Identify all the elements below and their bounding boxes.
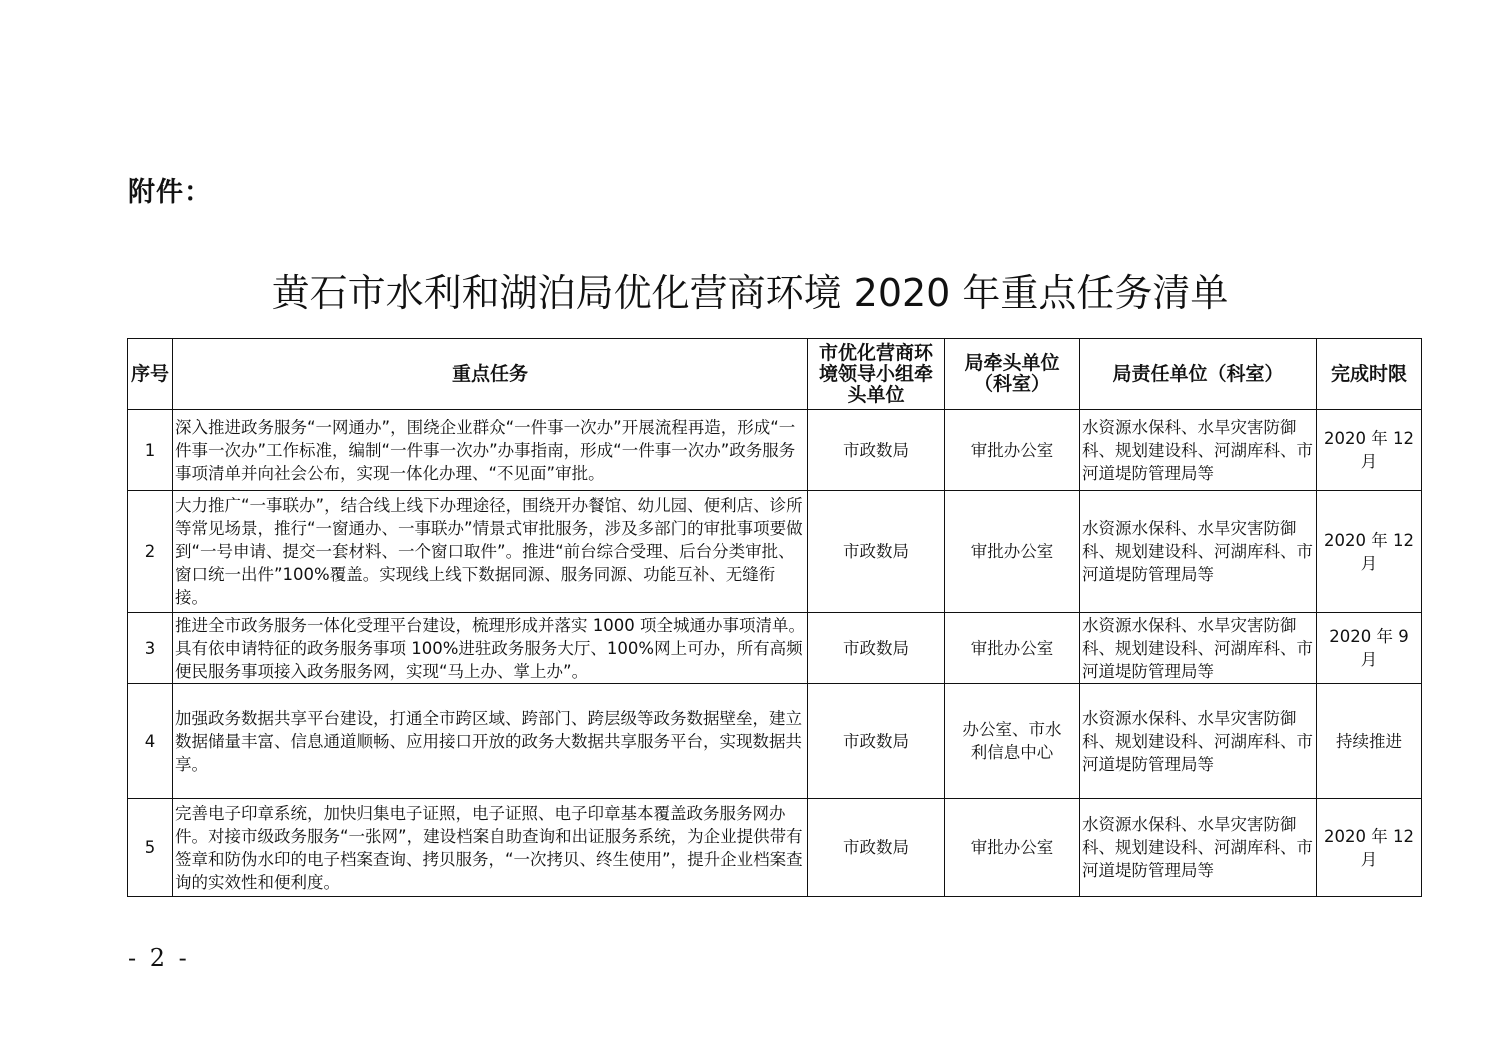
row-responsible: 水资源水保科、水旱灾害防御科、规划建设科、河湖库科、市河道堤防管理局等: [1080, 613, 1317, 684]
row-lead-group: 市政数局: [808, 684, 945, 799]
table-row: [128, 613, 1422, 684]
header-responsible: 局责任单位（科室）: [1080, 339, 1317, 410]
header-task: 重点任务: [173, 339, 808, 410]
row-task: 加强政务数据共享平台建设，打通全市跨区域、跨部门、跨层级等政务数据壁垒，建立数据储量丰富、信息通道顺畅、应用接口开放的政务大数据共享服务平台，实现数据共享。: [173, 684, 808, 799]
row-index: 4: [128, 684, 173, 799]
header-lead-unit: 局牵头单位（科室）: [945, 339, 1080, 410]
attachment-label: 附件：: [128, 177, 212, 208]
row-index: 1: [128, 410, 173, 491]
table-row: [128, 684, 1422, 799]
header-lead-group: 市优化营商环境领导小组牵头单位: [808, 339, 945, 410]
row-index: 3: [128, 613, 173, 684]
row-responsible: 水资源水保科、水旱灾害防御科、规划建设科、河湖库科、市河道堤防管理局等: [1080, 799, 1317, 897]
row-lead-unit: 审批办公室: [945, 613, 1080, 684]
row-lead-group: 市政数局: [808, 799, 945, 897]
row-lead-group: 市政数局: [808, 613, 945, 684]
row-index: 5: [128, 799, 173, 897]
row-lead-group: 市政数局: [808, 491, 945, 613]
document-title: 黄石市水利和湖泊局优化营商环境 2020 年重点任务清单: [271, 271, 1229, 315]
table-row: [128, 491, 1422, 613]
row-lead-group: 市政数局: [808, 410, 945, 491]
row-lead-unit: 审批办公室: [945, 491, 1080, 613]
table-row: [128, 799, 1422, 897]
row-task: 推进全市政务服务一体化受理平台建设，梳理形成并落实 1000 项全城通办事项清单。具有依申请特征的政务服务事项 100%进驻政务服务大厅、100%网上可办，所有高频便民服务事项接入政务服务网，实现“马上办、掌上办”。: [173, 613, 808, 684]
row-deadline: 2020 年 12 月: [1317, 491, 1422, 613]
row-deadline: 2020 年 12 月: [1317, 410, 1422, 491]
row-lead-unit: 审批办公室: [945, 799, 1080, 897]
row-lead-unit: 办公室、市水利信息中心: [945, 684, 1080, 799]
row-task: 完善电子印章系统，加快归集电子证照，电子证照、电子印章基本覆盖政务服务网办件。对接市级政务服务“一张网”，建设档案自助查询和出证服务系统，为企业提供带有签章和防伪水印的电子档案查询、拷贝服务，“一次拷贝、终生使用”，提升企业档案查询的实效性和便利度。: [173, 799, 808, 897]
row-responsible: 水资源水保科、水旱灾害防御科、规划建设科、河湖库科、市河道堤防管理局等: [1080, 491, 1317, 613]
row-task: 深入推进政务服务“一网通办”，围绕企业群众“一件事一次办”开展流程再造，形成“一件事一次办”工作标准，编制“一件事一次办”办事指南，形成“一件事一次办”政务服务事项清单并向社会公布，实现一体化办理、“不见面”审批。: [173, 410, 808, 491]
table-row: [128, 410, 1422, 491]
row-responsible: 水资源水保科、水旱灾害防御科、规划建设科、河湖库科、市河道堤防管理局等: [1080, 410, 1317, 491]
row-deadline: 2020 年 9 月: [1317, 613, 1422, 684]
row-index: 2: [128, 491, 173, 613]
row-lead-unit: 审批办公室: [945, 410, 1080, 491]
table-header-row: [128, 339, 1422, 410]
row-responsible: 水资源水保科、水旱灾害防御科、规划建设科、河湖库科、市河道堤防管理局等: [1080, 684, 1317, 799]
row-task: 大力推广“一事联办”，结合线上线下办理途径，围绕开办餐馆、幼儿园、便利店、诊所等常见场景，推行“一窗通办、一事联办”情景式审批服务，涉及多部门的审批事项要做到“一号申请、提交一套材料、一个窗口取件”。推进“前台综合受理、后台分类审批、窗口统一出件”100%覆盖。实现线上线下数据同源、服务同源、功能互补、无缝衔接。: [173, 491, 808, 613]
header-deadline: 完成时限: [1317, 339, 1422, 410]
row-deadline: 持续推进: [1317, 684, 1422, 799]
header-index: 序号: [128, 339, 173, 410]
task-table: [127, 338, 1422, 897]
page-number: - 2 -: [128, 944, 190, 972]
row-deadline: 2020 年 12 月: [1317, 799, 1422, 897]
